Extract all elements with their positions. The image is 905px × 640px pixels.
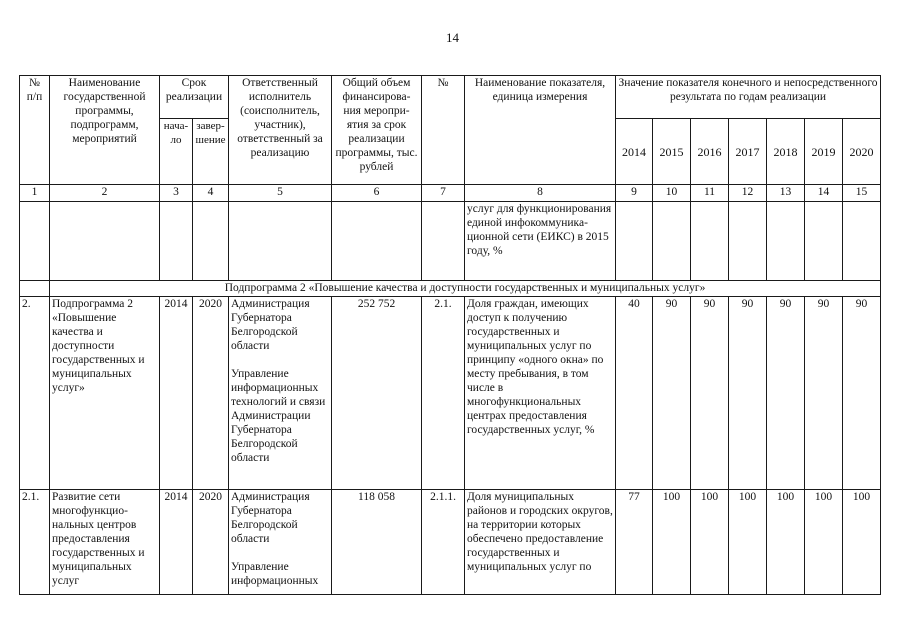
row-value: 90 <box>767 297 805 490</box>
table-cell <box>653 202 691 281</box>
row-start-year: 2014 <box>160 490 193 595</box>
header-term: Срок реализации <box>160 76 229 119</box>
row-indicator-name: Доля граждан, имеющих доступ к получению государственных и муниципальных услуг по принципу «одного окна» по месту пребывания, в том числе в многофункциональных центрах предоставления государственных услуг, % <box>465 297 616 490</box>
row-indicator-number: 2.1.1. <box>422 490 465 595</box>
header-year: 2017 <box>729 119 767 185</box>
header-values: Значение показателя конечного и непосредственного результата по годам реализации <box>616 76 881 119</box>
header-responsible: Ответственный исполнитель (соисполнитель, участник), ответственный за реализацию <box>229 76 332 185</box>
program-table <box>19 75 881 595</box>
row-responsible: Администрация Губернатора Белгородской области Управление информационных <box>229 490 332 595</box>
row-value: 100 <box>767 490 805 595</box>
table-row <box>20 297 881 490</box>
row-end-year: 2020 <box>193 297 229 490</box>
header-start: нача-ло <box>160 119 193 185</box>
header-year: 2020 <box>843 119 881 185</box>
subprogram-title: Подпрограмма 2 «Повышение качества и доступности государственных и муниципальных услуг» <box>50 281 881 297</box>
column-number: 6 <box>332 185 422 202</box>
column-number: 3 <box>160 185 193 202</box>
continuation-row <box>20 202 881 281</box>
row-value: 77 <box>616 490 653 595</box>
row-value: 90 <box>729 297 767 490</box>
table-cell <box>843 202 881 281</box>
header-indicator-name: Наименование показателя, единица измерения <box>465 76 616 185</box>
table-row <box>20 490 881 595</box>
table-cell <box>20 202 50 281</box>
table-cell <box>193 202 229 281</box>
table-cell <box>767 202 805 281</box>
header-year: 2018 <box>767 119 805 185</box>
table-cell <box>691 202 729 281</box>
header-end: завер-шение <box>193 119 229 185</box>
row-value: 100 <box>653 490 691 595</box>
table-cell <box>422 202 465 281</box>
column-number: 10 <box>653 185 691 202</box>
table-cell <box>332 202 422 281</box>
column-number: 7 <box>422 185 465 202</box>
row-name: Подпрограмма 2 «Повышение качества и доступности государственных и муниципальных услуг» <box>50 297 160 490</box>
row-number: 2. <box>20 297 50 490</box>
table-cell <box>20 281 50 297</box>
column-number: 1 <box>20 185 50 202</box>
row-value: 100 <box>729 490 767 595</box>
row-indicator-number: 2.1. <box>422 297 465 490</box>
header-indicator-number: № <box>422 76 465 185</box>
table-cell <box>729 202 767 281</box>
column-number-row <box>20 185 881 202</box>
row-indicator-name: Доля муниципальных районов и городских округов, на территории которых обеспечено предоставление государственных и муниципальных услуг по <box>465 490 616 595</box>
column-number: 15 <box>843 185 881 202</box>
column-number: 5 <box>229 185 332 202</box>
header-name: Наименование государственной программы, подпрограмм, мероприятий <box>50 76 160 185</box>
row-name: Развитие сети многофункцио-нальных центров предоставления государственных и муниципальных услуг <box>50 490 160 595</box>
header-number: № п/п <box>20 76 50 185</box>
row-value: 90 <box>691 297 729 490</box>
row-value: 90 <box>805 297 843 490</box>
column-number: 4 <box>193 185 229 202</box>
header-year: 2019 <box>805 119 843 185</box>
row-funding: 252 752 <box>332 297 422 490</box>
row-responsible: Администрация Губернатора Белгородской области Управление информационных технологий и связи Администрации Губернатора Белгородской области <box>229 297 332 490</box>
column-number: 13 <box>767 185 805 202</box>
row-value: 90 <box>843 297 881 490</box>
table-cell <box>50 202 160 281</box>
page-number: 14 <box>446 30 459 45</box>
row-start-year: 2014 <box>160 297 193 490</box>
table-cell <box>805 202 843 281</box>
header-row-1 <box>20 76 881 119</box>
row-value: 90 <box>653 297 691 490</box>
column-number: 2 <box>50 185 160 202</box>
row-value: 100 <box>843 490 881 595</box>
header-year: 2016 <box>691 119 729 185</box>
row-number: 2.1. <box>20 490 50 595</box>
column-number: 8 <box>465 185 616 202</box>
header-year: 2015 <box>653 119 691 185</box>
column-number: 12 <box>729 185 767 202</box>
row-end-year: 2020 <box>193 490 229 595</box>
table-cell <box>160 202 193 281</box>
row-value: 100 <box>691 490 729 595</box>
subprogram-title-row <box>20 281 881 297</box>
header-year: 2014 <box>616 119 653 185</box>
column-number: 11 <box>691 185 729 202</box>
row-value: 100 <box>805 490 843 595</box>
header-funding: Общий объем финансирова-ния меропри-ятия за срок реализации программы, тыс. рублей <box>332 76 422 185</box>
column-number: 14 <box>805 185 843 202</box>
indicator-name-continued: услуг для функционирования единой инфокоммуника-ционной сети (ЕИКС) в 2015 году, % <box>465 202 616 281</box>
table-cell <box>616 202 653 281</box>
row-value: 40 <box>616 297 653 490</box>
table-cell <box>229 202 332 281</box>
column-number: 9 <box>616 185 653 202</box>
row-funding: 118 058 <box>332 490 422 595</box>
